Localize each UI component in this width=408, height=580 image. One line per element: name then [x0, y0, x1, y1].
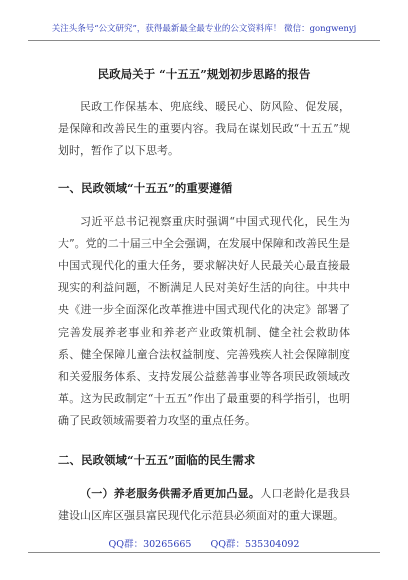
footer-qq-group-2: QQ群：535304092 — [210, 539, 300, 550]
header-promo-note: 关注头条号“公文研究”，获得最新最全最专业的公文资料库！ 微信：gongwenyj — [51, 24, 357, 34]
intro-paragraph: 民政工作保基本、兜底线、暖民心、防风险、促发展，是保障和改善民生的重要内容。我局在谋划民政“十五五”规划时，暂作了以下思考。 — [58, 100, 350, 158]
footer-divider — [28, 552, 380, 553]
document-body — [58, 96, 350, 527]
section-1-heading: 一、民政领域“十五五”的重要遵循 — [58, 180, 233, 195]
section-2-heading: 二、民政领域“十五五”面临的民生需求 — [58, 452, 256, 467]
section-1-paragraph: 习近平总书记视察重庆时强调“中国式现代化，民生为大”。党的二十届三中全会强调，在发展中保障和改善民生是中国式现代化的重大任务，要求解决好人民最关心最直接最现实的利益问题，不断满足人民对美好生活的向往。中共中央《进一步全面深化改革推进中国式现代化的决定》部署了完善发展养老事业和养老产业政策机制、健全社会救助体系、健全保障儿童合法权益制度、完善残疾人社会保障制度和关爱服务体系、支持发展公益慈善事业等各项民政领域改革。这为民政制定“十五五”作出了最重要的科学指引，也明确了民政领域需要着力攻坚的重点任务。 — [58, 214, 350, 428]
section-2-sub-1-paragraph — [58, 483, 350, 527]
section-2-sub-1-label: （一）养老服务供需矛盾更加凸显。 — [80, 486, 261, 500]
header-divider — [28, 40, 380, 41]
footer-qq-group-1: QQ群：30265665 — [108, 539, 192, 550]
footer-qq-groups — [0, 536, 408, 550]
section-2-sub-1-text: 人口老龄化是我县建设山区库区强县富民现代化示范县必须面对的重大课题。 — [58, 486, 351, 522]
document-title: 民政局关于 “十五五”规划初步思路的报告 — [97, 67, 311, 81]
